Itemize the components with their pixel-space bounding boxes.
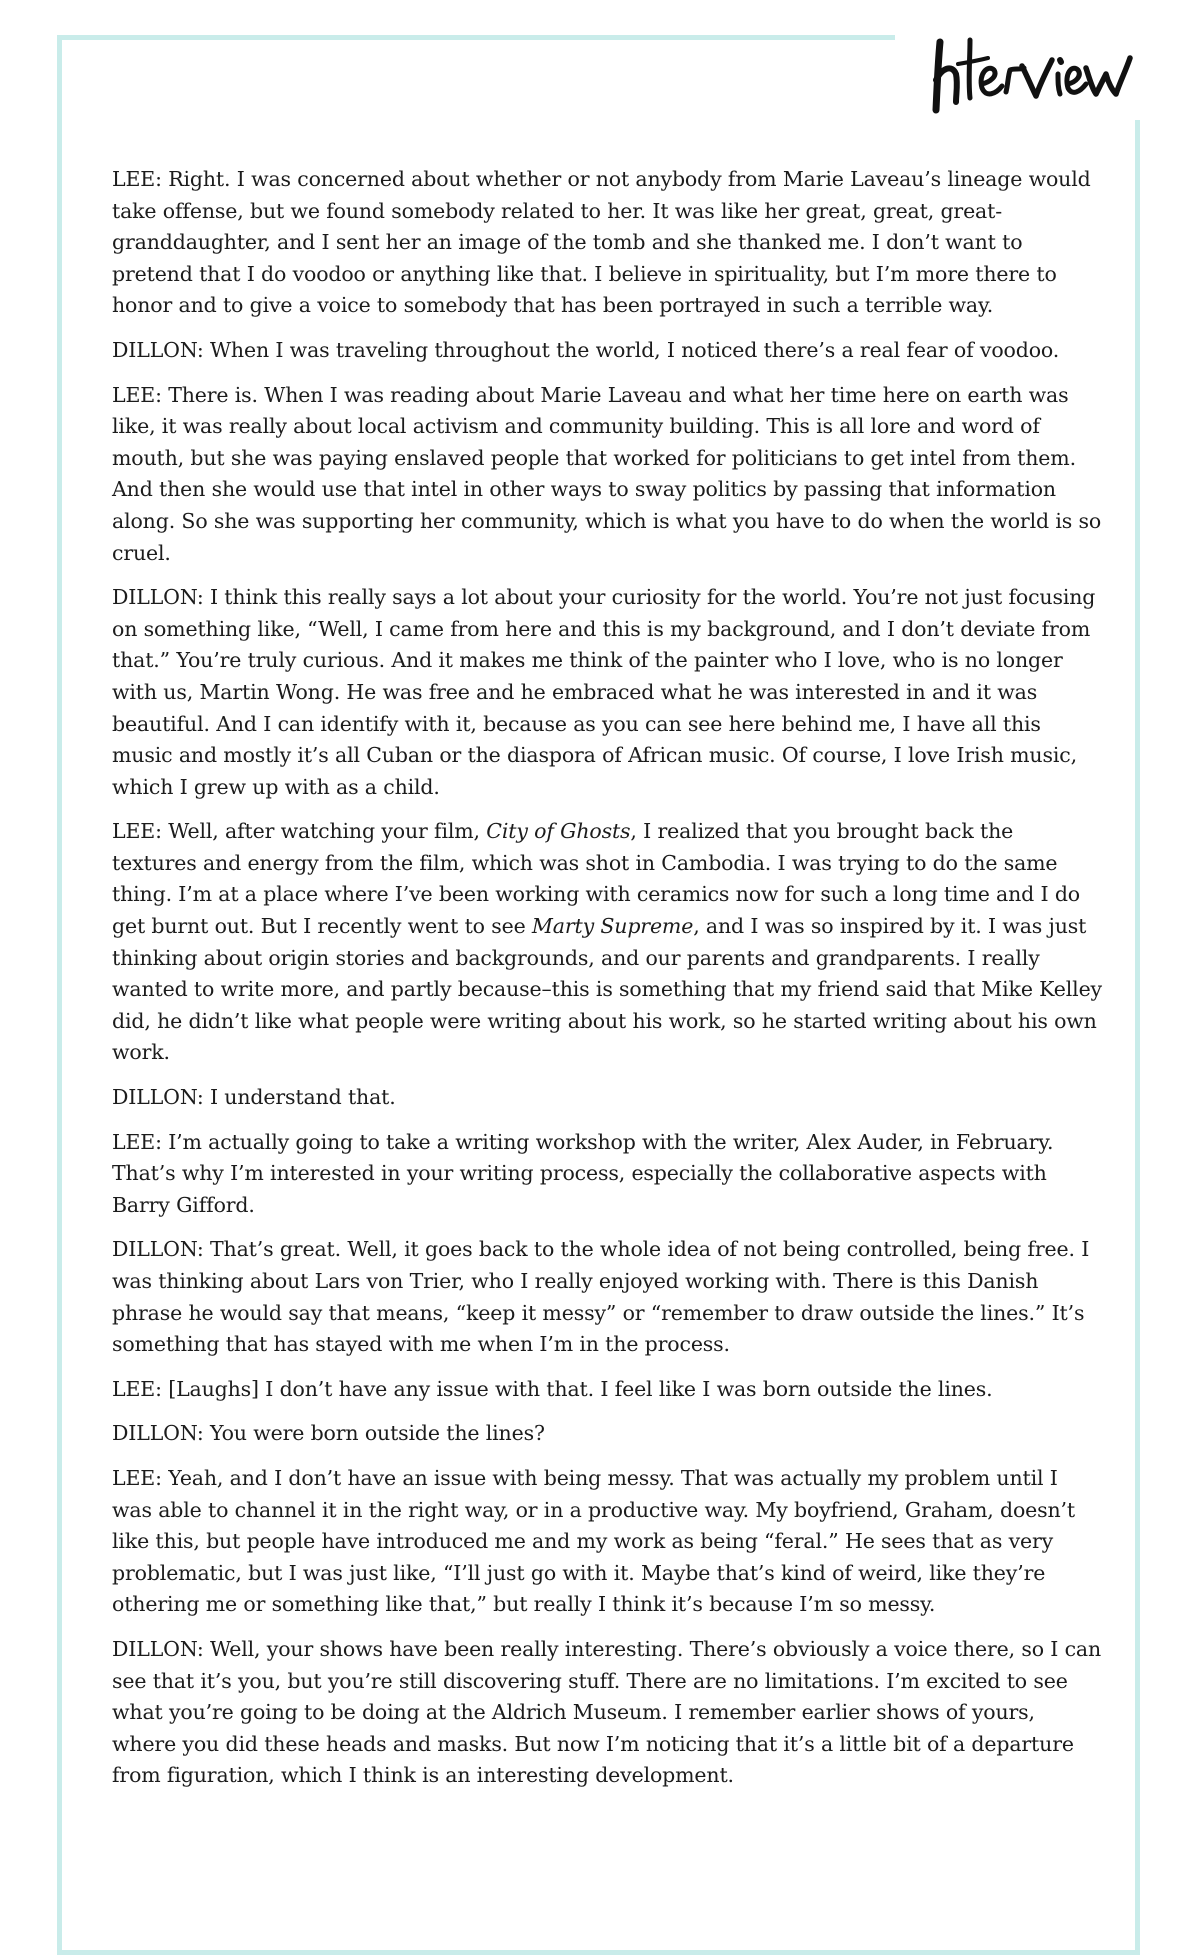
paragraph-text: , I realized that you brought back the textures and energy from the film, which was shot in Cambodia. I was trying to do the same thing. I’m at a place where I’ve been working with ceramics now for such a long time and I do get burnt out. But I recently went to see	[112, 819, 1080, 939]
interview-paragraph	[112, 1634, 1102, 1792]
interview-paragraph	[112, 1418, 1102, 1450]
interview-paragraph	[112, 335, 1102, 367]
paragraph-text: LEE: I’m actually going to take a writing workshop with the writer, Alex Auder, in February. That’s why I’m interested in your writing process, especially the collaborative aspects with Barry Gifford.	[112, 1129, 1054, 1217]
italic-title: Marty Supreme	[531, 914, 694, 939]
interview-paragraph	[112, 1082, 1102, 1114]
paragraph-text: LEE: Yeah, and I don’t have an issue with being messy. That was actually my problem until I was able to channel it in the right way, or in a productive way. My boyfriend, Graham, doesn’t like this, but people have introduced me and my work as being “feral.” He sees that as very problematic, but I was just like, “I’ll just go with it. Maybe that’s kind of weird, like they’re othering me or something like that,” but really I think it’s because I’m so messy.	[112, 1465, 1076, 1617]
paragraph-text: DILLON: That’s great. Well, it goes back to the whole idea of not being controlled, being free. I was thinking about Lars von Trier, who I really enjoyed working with. There is this Danish phrase he would say that means, “keep it messy” or “remember to draw outside the lines.” It’s something that has stayed with me when I’m in the process.	[112, 1237, 1090, 1357]
paragraph-text: DILLON: When I was traveling throughout the world, I noticed there’s a real fear of voodoo.	[112, 337, 1060, 362]
interview-paragraph	[112, 380, 1102, 570]
interview-paragraph	[112, 1463, 1102, 1621]
paragraph-text: DILLON: You were born outside the lines?	[112, 1421, 545, 1446]
interview-logo	[918, 18, 1148, 118]
paragraph-text: LEE: Well, after watching your film,	[112, 819, 487, 844]
interview-paragraph	[112, 816, 1102, 1069]
paragraph-text: DILLON: I understand that.	[112, 1085, 396, 1110]
interview-paragraph	[112, 1234, 1102, 1360]
paragraph-text: LEE: There is. When I was reading about Marie Laveau and what her time here on earth was like, it was really about local activism and community building. This is all lore and word of mouth, but she was paying enslaved people that worked for politicians to get intel from them. And then she would use that intel in other ways to sway politics by passing that information along. So she was supporting her community, which is what you have to do when the world is so cruel.	[112, 382, 1102, 565]
interview-paragraph	[112, 1127, 1102, 1222]
italic-title: City of Ghosts	[486, 819, 631, 844]
interview-paragraph	[112, 582, 1102, 803]
paragraph-text: LEE: Right. I was concerned about whether or not anybody from Marie Laveau’s lineage would take offense, but we found somebody related to her. It was like her great, great, great-granddaughter, and I sent her an image of the tomb and she thanked me. I don’t want to pretend that I do voodoo or anything like that. I believe in spirituality, but I’m more there to honor and to give a voice to somebody that has been portrayed in such a terrible way.	[112, 167, 1091, 318]
paragraph-text: , and I was so inspired by it. I was just thinking about origin stories and backgrounds, and our parents and grandparents. I really wanted to write more, and partly because–this is something that my friend said that Mike Kelley did, he didn’t like what people were writing about his work, so he started writing about his own work.	[112, 914, 1102, 1065]
paragraph-text: DILLON: Well, your shows have been really interesting. There’s obviously a voice there, so I can see that it’s you, but you’re still discovering stuff. There are no limitations. I’m excited to see what you’re going to be doing at the Aldrich Museum. I remember earlier shows of yours, where you did these heads and masks. But now I’m noticing that it’s a little bit of a departure from figuration, which I think is an interesting development.	[112, 1636, 1102, 1788]
paragraph-text: DILLON: I think this really says a lot about your curiosity for the world. You’re not just focusing on something like, “Well, I came from here and this is my background, and I don’t deviate from that.” You’re truly curious. And it makes me think of the painter who I love, who is no longer with us, Martin Wong. He was free and he embraced what he was interested in and it was beautiful. And I can identify with it, because as you can see here behind me, I have all this music and mostly it’s all Cuban or the diaspora of African music. Of course, I love Irish music, which I grew up with as a child.	[112, 585, 1096, 799]
svg-text:Interview: Interview	[918, 18, 923, 19]
interview-paragraph	[112, 164, 1102, 322]
paragraph-text: LEE: [Laughs] I don’t have any issue with that. I feel like I was born outside the lines.	[112, 1376, 993, 1401]
interview-paragraph	[112, 1374, 1102, 1406]
interview-body	[112, 164, 1102, 1805]
